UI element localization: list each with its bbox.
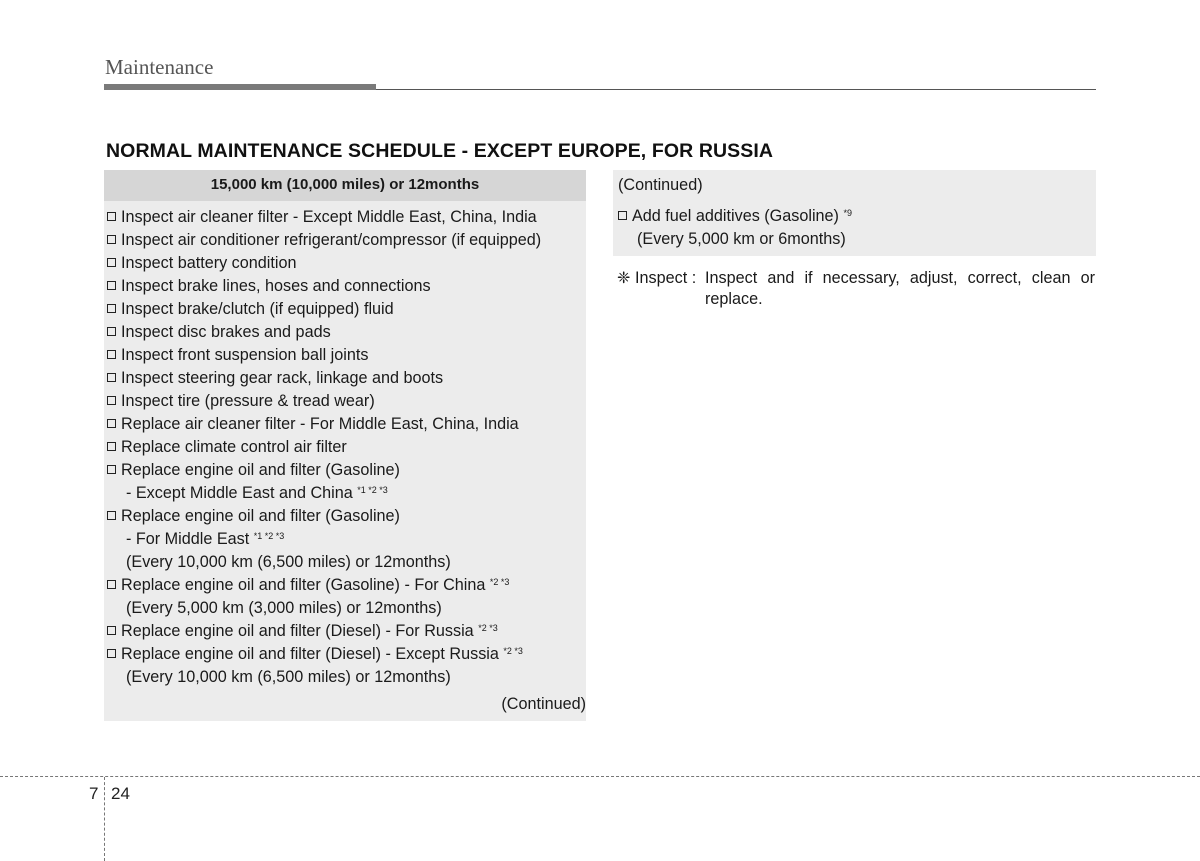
- checkbox-icon: [107, 580, 116, 589]
- schedule-item: [107, 666, 586, 689]
- schedule-item-text: Replace engine oil and filter (Diesel) - For Russia: [121, 622, 479, 640]
- schedule-item-text: Replace air cleaner filter - For Middle East, China, India: [121, 415, 519, 433]
- schedule-item: [107, 620, 586, 643]
- schedule-item-text: - Except Middle East and China: [126, 484, 358, 502]
- schedule-item-text: Inspect air cleaner filter - Except Middle East, China, India: [121, 208, 537, 226]
- schedule-item-text: Inspect steering gear rack, linkage and boots: [121, 369, 444, 387]
- checkbox-icon: [107, 258, 116, 267]
- schedule-items-left: [104, 201, 586, 689]
- schedule-item-text: Inspect front suspension ball joints: [121, 346, 369, 364]
- interval-header: 15,000 km (10,000 miles) or 12months: [104, 170, 586, 201]
- schedule-item: [618, 228, 852, 251]
- schedule-item-text: Replace engine oil and filter (Diesel) - Except Russia: [121, 645, 504, 663]
- header-rule-thick: [104, 84, 376, 90]
- schedule-item-text: (Every 5,000 km (3,000 miles) or 12months): [126, 599, 442, 617]
- schedule-item-text: Inspect air conditioner refrigerant/compressor (if equipped): [121, 231, 542, 249]
- checkbox-icon: [107, 304, 116, 313]
- checkbox-icon: [107, 626, 116, 635]
- schedule-table-right: [613, 170, 1096, 256]
- schedule-item-text: Replace climate control air filter: [121, 438, 347, 456]
- schedule-item: [107, 574, 586, 597]
- schedule-item: [107, 344, 586, 367]
- schedule-item-text: (Every 10,000 km (6,500 miles) or 12months): [126, 668, 451, 686]
- checkbox-icon: [107, 511, 116, 520]
- footnote-ref: *2 *3: [478, 623, 498, 633]
- checkbox-icon: [107, 396, 116, 405]
- continued-label-right: (Continued): [618, 176, 703, 194]
- schedule-item: [107, 413, 586, 436]
- schedule-item-text: - For Middle East: [126, 530, 254, 548]
- chapter-number: 7: [89, 784, 99, 803]
- schedule-item: [107, 551, 586, 574]
- checkbox-icon: [107, 649, 116, 658]
- checkbox-icon: [107, 465, 116, 474]
- inspect-note: [617, 268, 1095, 310]
- schedule-item-text: Replace engine oil and filter (Gasoline): [121, 461, 400, 479]
- schedule-item: [107, 390, 586, 413]
- note-description: Inspect and if necessary, adjust, correct, clean or replace.: [705, 269, 1095, 308]
- schedule-table-left: [104, 170, 586, 721]
- schedule-item: [107, 252, 586, 275]
- schedule-item-text: Replace engine oil and filter (Gasoline) - For China: [121, 576, 490, 594]
- footer-dashed-rule: [0, 776, 1200, 777]
- schedule-item-text: (Every 5,000 km or 6months): [637, 230, 846, 248]
- checkbox-icon: [107, 350, 116, 359]
- schedule-item: [107, 298, 586, 321]
- section-title: Maintenance: [105, 55, 214, 79]
- schedule-item: [107, 206, 586, 229]
- schedule-item: [618, 205, 852, 228]
- checkbox-icon: [107, 442, 116, 451]
- page-heading: NORMAL MAINTENANCE SCHEDULE - EXCEPT EUROPE, FOR RUSSIA: [106, 140, 774, 162]
- page-number: 24: [111, 784, 130, 803]
- checkbox-icon: [107, 281, 116, 290]
- schedule-item-text: Inspect disc brakes and pads: [121, 323, 331, 341]
- footnote-ref: *1 *2 *3: [253, 531, 285, 541]
- footer-vertical-rule: [104, 777, 105, 861]
- checkbox-icon: [618, 211, 627, 220]
- schedule-item: [107, 321, 586, 344]
- schedule-item-text: (Every 10,000 km (6,500 miles) or 12months): [126, 553, 451, 571]
- schedule-item-text: Inspect tire (pressure & tread wear): [121, 392, 375, 410]
- checkbox-icon: [107, 212, 116, 221]
- footnote-ref: *1 *2 *3: [357, 485, 388, 495]
- checkbox-icon: [107, 419, 116, 428]
- schedule-item-text: Replace engine oil and filter (Gasoline): [121, 507, 400, 525]
- schedule-item: [107, 229, 586, 252]
- schedule-item: [107, 482, 586, 505]
- footnote-ref: *2 *3: [489, 577, 510, 587]
- schedule-item: [107, 597, 586, 620]
- footnote-ref: *2 *3: [503, 646, 523, 656]
- note-term: ❈ Inspect :: [617, 269, 697, 287]
- schedule-item: [107, 528, 586, 551]
- header-rule-thin: [376, 89, 1096, 90]
- schedule-item-text: Add fuel additives (Gasoline): [632, 207, 844, 225]
- checkbox-icon: [107, 327, 116, 336]
- schedule-item: [107, 505, 586, 528]
- checkbox-icon: [107, 235, 116, 244]
- schedule-item: [107, 436, 586, 459]
- continued-label-left: (Continued): [501, 695, 586, 713]
- footnote-ref: *9: [843, 208, 852, 218]
- schedule-item-text: Inspect battery condition: [121, 254, 297, 272]
- schedule-item: [107, 367, 586, 390]
- schedule-item: [107, 275, 586, 298]
- schedule-item: [107, 459, 586, 482]
- schedule-item: [107, 643, 586, 666]
- schedule-item-text: Inspect brake lines, hoses and connections: [121, 277, 431, 295]
- checkbox-icon: [107, 373, 116, 382]
- schedule-item-text: Inspect brake/clutch (if equipped) fluid: [121, 300, 394, 318]
- schedule-items-right: [618, 205, 852, 251]
